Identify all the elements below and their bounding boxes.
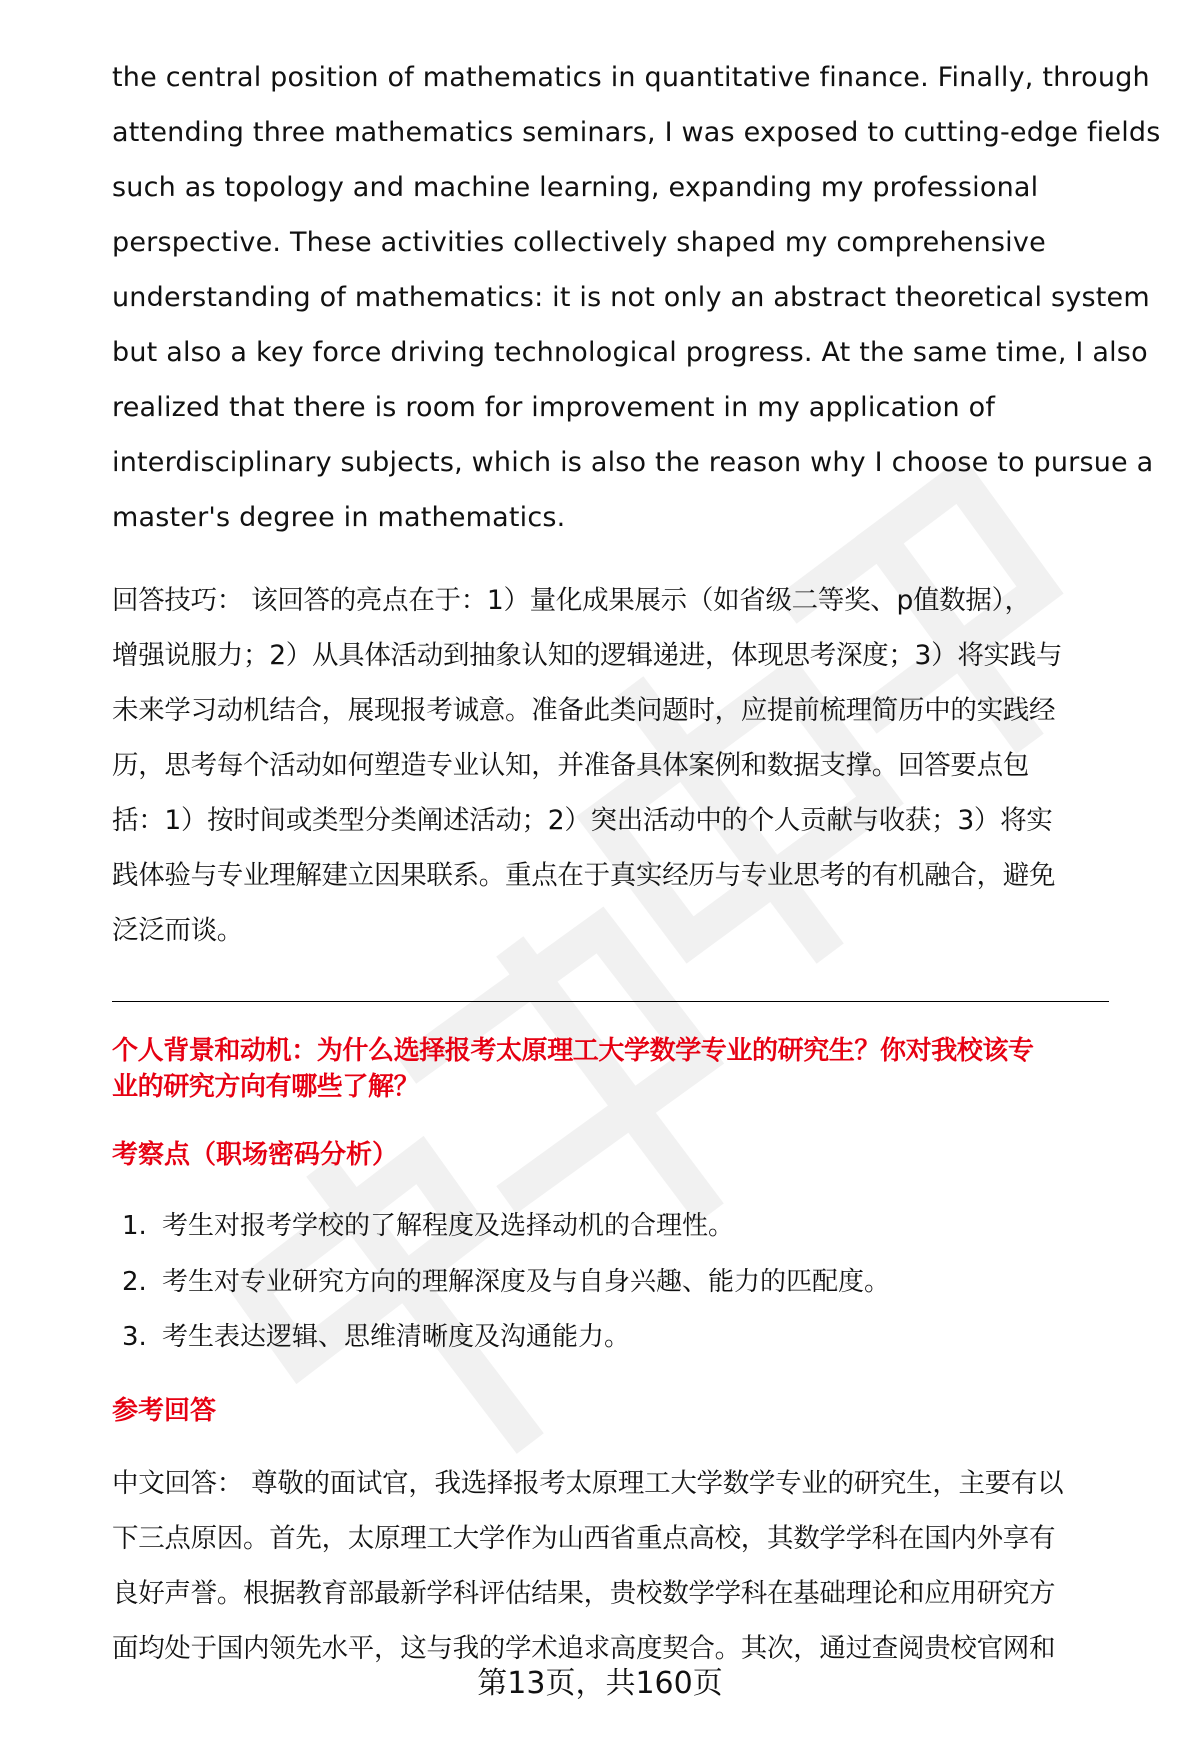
text-line: 下三点原因。首先，太原理工大学作为山西省重点高校，其数学学科在国内外享有 [112,1523,1056,1554]
text-line: attending three mathematics seminars, I was exposed to cutting-edge fields [112,117,1161,148]
assessment-point [122,1319,630,1355]
list-number: 3. [122,1322,147,1352]
assessment-point [122,1208,734,1244]
text-line: such as topology and machine learning, expanding my professional [112,172,1039,203]
text-line: interdisciplinary subjects, which is also the reason why I choose to pursue a [112,447,1154,478]
text-line: 良好声誉。根据教育部最新学科评估结果，贵校数学学科在基础理论和应用研究方 [112,1578,1056,1609]
list-text: 考生对报考学校的了解程度及选择动机的合理性。 [162,1211,735,1241]
english-paragraph [112,50,1161,545]
text-line: perspective. These activities collectively shaped my comprehensive [112,227,1046,258]
answer-tips-paragraph [112,573,1112,958]
text-line: 增强说服力；2）从具体活动到抽象认知的逻辑递进，体现思考深度；3）将实践与 [112,640,1063,671]
reference-answer-title: 参考回答 [112,1396,217,1426]
assessment-point [122,1264,890,1300]
list-text: 考生表达逻辑、思维清晰度及沟通能力。 [162,1322,631,1352]
chinese-answer-paragraph [112,1456,1112,1676]
text-line: 泛泛而谈。 [112,915,243,946]
list-number: 2. [122,1267,147,1297]
list-number: 1. [122,1211,147,1241]
heading-line: 业的研究方向有哪些了解？ [112,1072,420,1102]
heading-line: 个人背景和动机：为什么选择报考太原理工大学数学专业的研究生？你对我校该专 [112,1036,1034,1066]
text-line: realized that there is room for improvement in my application of [112,392,996,423]
text-line: 回答技巧： 该回答的亮点在于：1）量化成果展示（如省级二等奖、p值数据）， [112,585,1031,616]
text-line: 未来学习动机结合，展现报考诚意。准备此类问题时，应提前梳理简历中的实践经 [112,695,1056,726]
text-line: 括：1）按时间或类型分类阐述活动；2）突出活动中的个人贡献与收获；3）将实 [112,805,1053,836]
section-divider [112,1001,1109,1002]
page-number: 第13页，共160页 [477,1666,723,1701]
text-line: 面均处于国内领先水平，这与我的学术追求高度契合。其次，通过查阅贵校官网和 [112,1633,1056,1664]
text-line: 践体验与专业理解建立因果联系。重点在于真实经历与专业思考的有机融合，避免 [112,860,1056,891]
question-heading [112,1033,1112,1105]
text-line: understanding of mathematics: it is not only an abstract theoretical system [112,282,1150,313]
text-line: but also a key force driving technological progress. At the same time, I also [112,337,1148,368]
text-line: the central position of mathematics in quantitative finance. Finally, through [112,62,1150,93]
assessment-title: 考察点（职场密码分析） [112,1140,399,1170]
text-line: 历，思考每个活动如何塑造专业认知，并准备具体案例和数据支撑。回答要点包 [112,750,1029,781]
list-text: 考生对专业研究方向的理解深度及与自身兴趣、能力的匹配度。 [162,1267,891,1297]
text-line: master's degree in mathematics. [112,502,566,533]
text-line: 中文回答： 尊敬的面试官，我选择报考太原理工大学数学专业的研究生，主要有以 [112,1468,1064,1499]
